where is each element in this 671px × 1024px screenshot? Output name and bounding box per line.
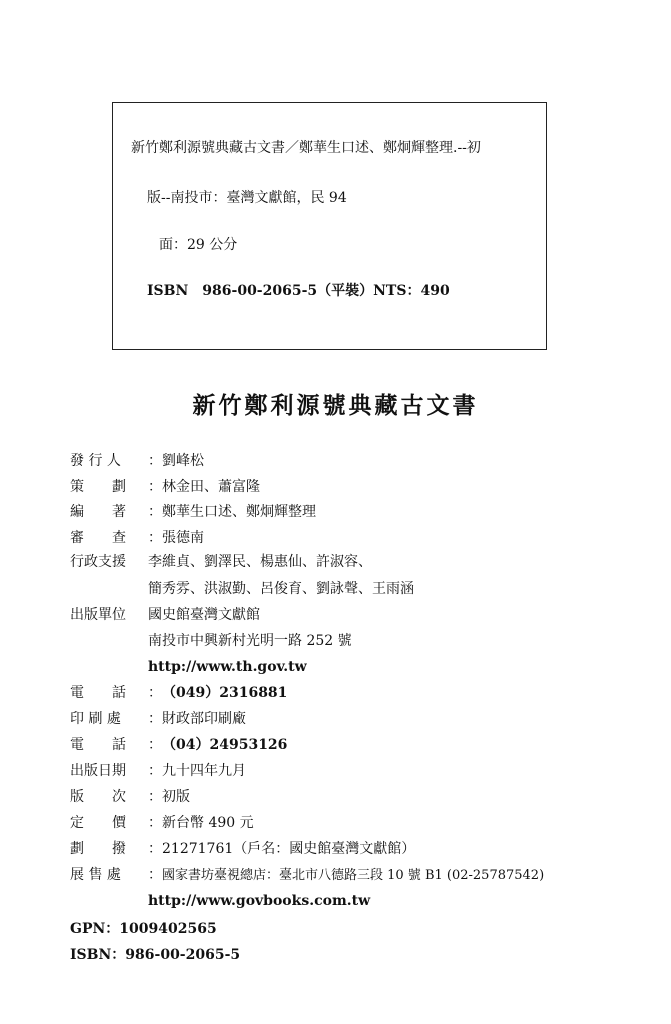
colophon-row-price: 定 價 ：新台幣 490 元: [70, 815, 254, 831]
colophon-row-printer-phone: 電 話 ：（04）24953126: [70, 737, 288, 753]
colophon-row-edition: 版 次 ：初版: [70, 789, 190, 805]
colophon-value: 新台幣 490 元: [162, 815, 254, 831]
colophon-row-phone: 電 話 ：（049）2316881: [70, 685, 288, 701]
colophon-row-admin-support: [70, 553, 372, 571]
cip-line-2: 版--南投市：臺灣文獻館，民 94: [147, 190, 347, 206]
colophon-value: 九十四年九月: [162, 763, 246, 779]
colophon-row-admin-support-cont: 簡秀雰、洪淑勤、呂俊育、劉詠聲、王雨涵: [148, 581, 414, 597]
colophon-row-editor: 編 著 ：鄭華生口述、鄭炯輝整理: [70, 504, 316, 520]
colophon-value: 李維貞、劉澤民、楊惠仙、許淑容、: [148, 554, 372, 570]
cip-record-box: [112, 102, 547, 350]
colophon-value: 國史館臺灣文獻館: [148, 607, 260, 623]
colophon-label: 審 查: [70, 530, 126, 546]
colophon-label: 劃 撥: [70, 841, 126, 857]
colophon-value: 初版: [162, 789, 190, 805]
colophon-label: 印 刷 處: [70, 711, 121, 727]
colophon-row-publish-date: 出版日期 ：九十四年九月: [70, 763, 246, 779]
colophon-value: （049）2316881: [162, 685, 288, 701]
colophon-row-postal-transfer: 劃 撥 ：21271761（戶名：國史館臺灣文獻館）: [70, 841, 416, 857]
colophon-label: 出版單位: [70, 607, 126, 623]
colophon-label: 電 話: [70, 737, 126, 753]
colophon-row-sales-outlet: 展 售 處 ：國家書坊臺視總店：臺北市八德路三段 10 號 B1 (02-25787542): [70, 867, 545, 883]
colophon-value: 劉峰松: [162, 453, 204, 469]
colophon-value: 林金田、蕭富隆: [162, 479, 260, 495]
colophon-row-printer: 印 刷 處 ：財政部印刷廠: [70, 711, 246, 727]
colophon-value: 財政部印刷廠: [162, 711, 246, 727]
colophon-value: （04）24953126: [162, 737, 288, 753]
colophon-value: 鄭華生口述、鄭炯輝整理: [162, 504, 316, 520]
colophon-value: 張德南: [162, 530, 204, 546]
colophon-label: 策 劃: [70, 479, 126, 495]
gpn-number: GPN：1009402565: [70, 921, 217, 937]
cip-line-1: 新竹鄭利源號典藏古文書／鄭華生口述、鄭炯輝整理.--初: [131, 140, 481, 156]
colophon-label: 出版日期: [70, 763, 126, 779]
cip-line-4: ISBN 986-00-2065-5（平裝）NTS：490: [147, 283, 450, 299]
colophon-address: 南投市中興新村光明一路 252 號: [148, 633, 352, 649]
colophon-label: 定 價: [70, 815, 126, 831]
colophon-row-reviewer: 審 查 ：張德南: [70, 530, 204, 546]
colophon-label: 編 著: [70, 504, 126, 520]
book-title: 新竹鄭利源號典藏古文書: [192, 393, 479, 419]
colophon-label: 展 售 處: [70, 867, 121, 883]
colophon-row-planning: 策 劃 ：林金田、蕭富隆: [70, 479, 260, 495]
colophon-value: 21271761（戶名：國史館臺灣文獻館）: [162, 841, 416, 857]
colophon-label: 發 行 人: [70, 453, 121, 469]
colophon-govbooks-link[interactable]: http://www.govbooks.com.tw: [148, 893, 371, 909]
colophon-website-link[interactable]: http://www.th.gov.tw: [148, 659, 307, 675]
isbn-number: ISBN：986-00-2065-5: [70, 947, 241, 963]
colophon-label: 行政支援: [70, 554, 126, 570]
colophon-row-publisher: 發 行 人 ：劉峰松: [70, 453, 204, 469]
colophon-value: 國家書坊臺視總店：臺北市八德路三段 10 號 B1 (02-25787542): [162, 868, 545, 883]
colophon-label: 版 次: [70, 789, 126, 805]
cip-line-3: 面：29 公分: [159, 237, 238, 253]
colophon-row-publishing-unit: [70, 606, 260, 624]
colophon-label: 電 話: [70, 685, 126, 701]
